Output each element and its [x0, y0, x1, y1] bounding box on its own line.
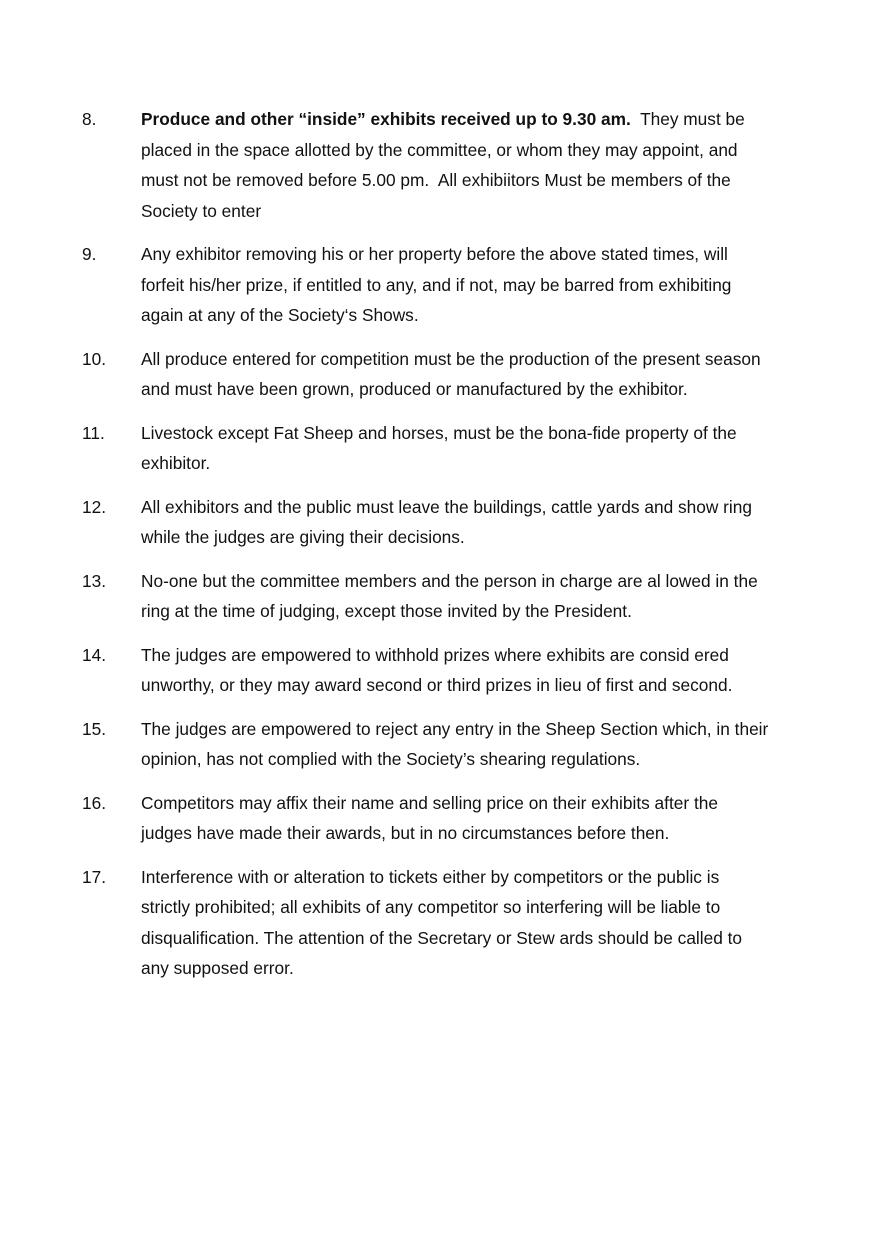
- rule-item-9: [82, 239, 772, 331]
- rule-number: 8.: [82, 109, 97, 129]
- rule-text: [141, 104, 772, 226]
- rule-item-16: [82, 788, 772, 849]
- rule-item-11: [82, 418, 772, 479]
- rule-text: The judges are empowered to reject any entry in the Sheep Section which, in their opinion, has not complied with the Society’s shearing regulations.: [141, 718, 769, 769]
- rule-item-13: [82, 566, 772, 627]
- rule-number: 17.: [82, 866, 107, 887]
- rule-body: They must be placed in the space allotted by the committee, or whom they may appoint, and must not be removed before 5.00 pm. All exhibiitors Must be members of the Society to enter: [141, 109, 750, 221]
- rule-number: 15.: [82, 718, 107, 739]
- rules-list: [82, 104, 772, 997]
- rule-number: 10.: [82, 348, 107, 369]
- rule-text: Interference with or alteration to tickets either by competitors or the public is strictly prohibited; all exhibits of any competitor so interfering will be liable to disqualification. The attention of the Secretary or Stew ards should be called to any supposed error.: [141, 866, 743, 978]
- rule-item-14: [82, 640, 772, 701]
- rule-text: No-one but the committee members and the person in charge are al lowed in the ring at the time of judging, except those invited by the President.: [141, 570, 758, 621]
- rule-text: Any exhibitor removing his or her property before the above stated times, will forfeit his/her prize, if entitled to any, and if not, may be barred from exhibiting again at any of the Society‘s Shows.: [141, 244, 732, 325]
- rule-item-8: [82, 104, 772, 226]
- rule-number: 11.: [82, 422, 105, 443]
- rule-text: The judges are empowered to withhold prizes where exhibits are consid ered unworthy, or they may award second or third prizes in lieu of first and second.: [141, 644, 733, 695]
- rule-item-10: [82, 344, 772, 405]
- rule-number: 13.: [82, 570, 107, 591]
- rule-item-17: [82, 862, 772, 984]
- rule-number: 14.: [82, 644, 107, 665]
- rule-text: All exhibitors and the public must leave the buildings, cattle yards and show ring while the judges are giving their decisions.: [141, 496, 752, 547]
- rule-lead-bold: Produce and other “inside” exhibits received up to 9.30 am.: [141, 109, 631, 129]
- rule-text: Livestock except Fat Sheep and horses, must be the bona-fide property of the exhibitor.: [141, 422, 737, 473]
- rule-text: Competitors may affix their name and selling price on their exhibits after the judges have made their awards, but in no circumstances before then.: [141, 792, 718, 843]
- rule-item-15: [82, 714, 772, 775]
- rule-text: All produce entered for competition must be the production of the present season and must have been grown, produced or manufactured by the exhibitor.: [141, 348, 761, 399]
- rule-number: 9.: [82, 244, 97, 264]
- rule-number: 16.: [82, 792, 107, 813]
- rule-number: 12.: [82, 496, 107, 517]
- rule-item-12: [82, 492, 772, 553]
